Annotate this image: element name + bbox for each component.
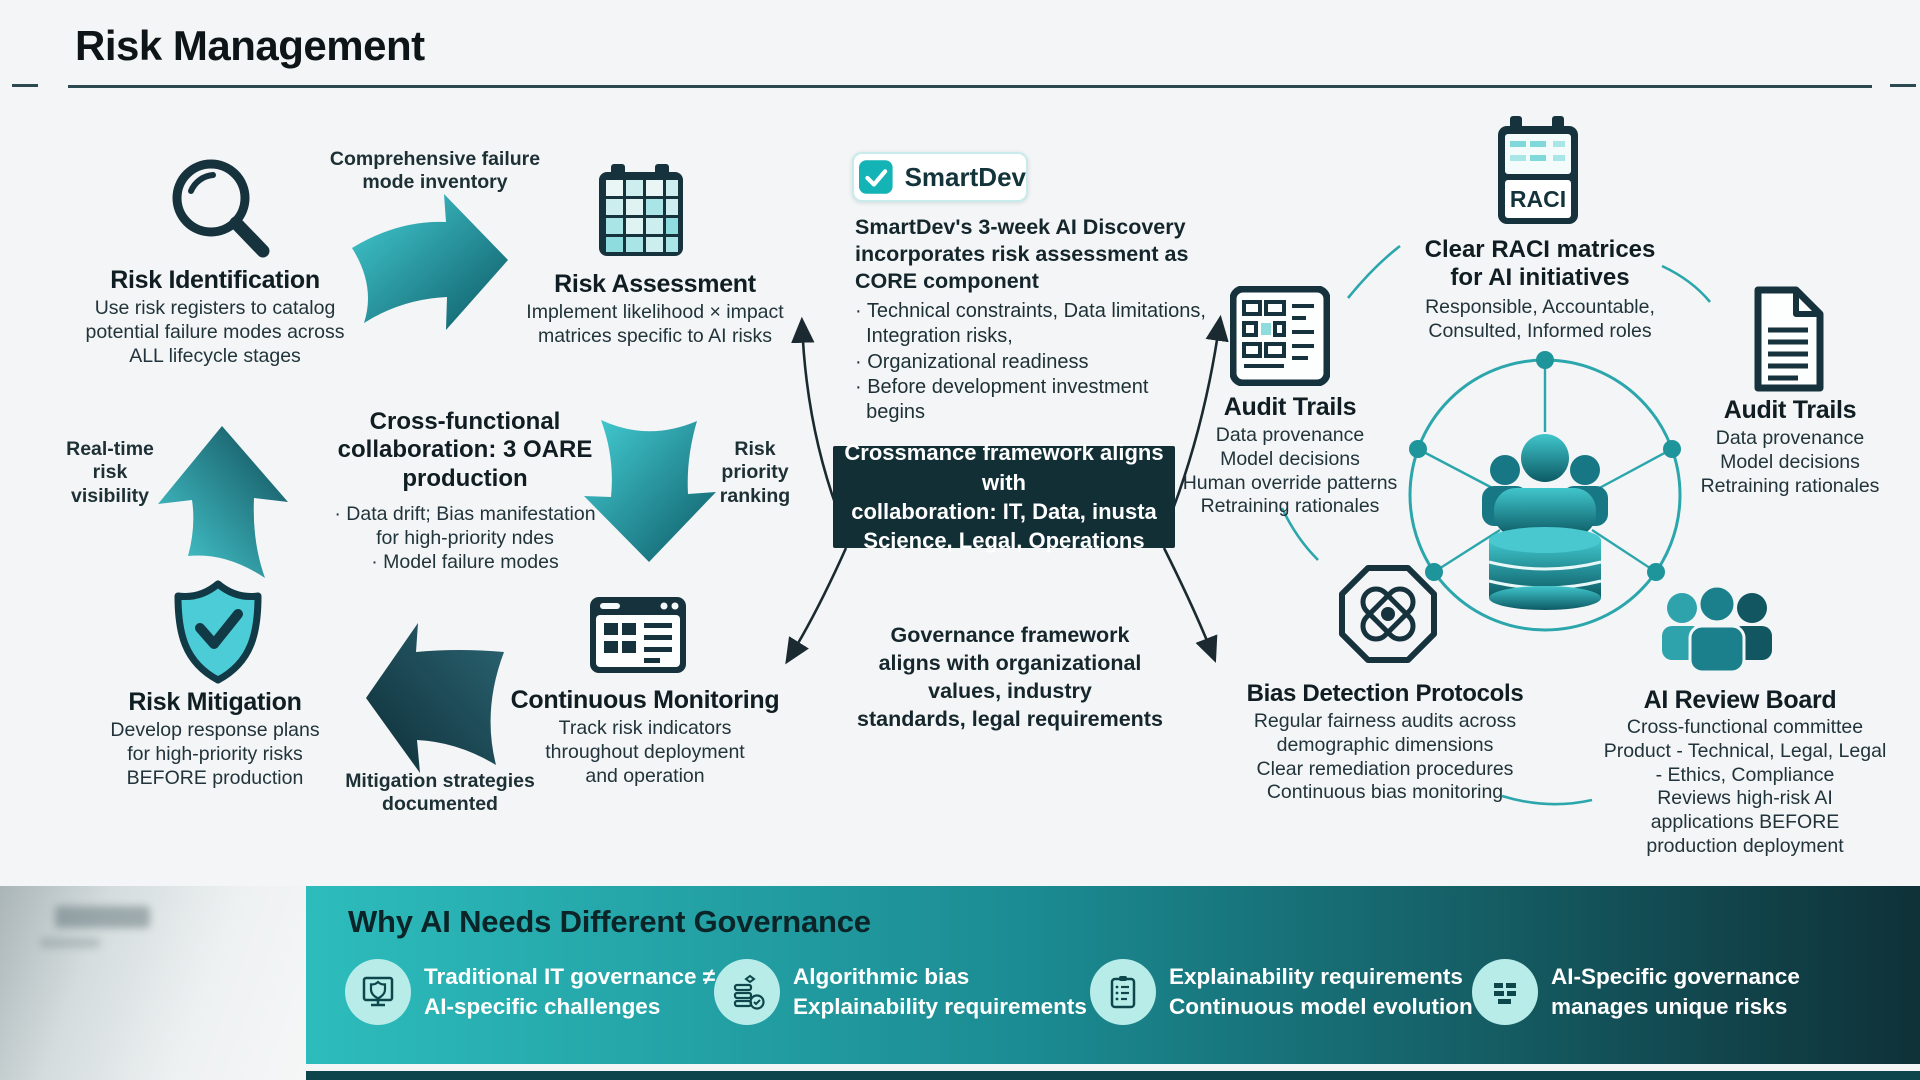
- shield-check-icon: [170, 580, 266, 684]
- risk-identification-title: Risk Identification: [110, 266, 320, 294]
- arrow-monitoring-to-mitigation: [366, 623, 504, 773]
- risk-mitigation-title: Risk Mitigation: [128, 688, 302, 716]
- bias-detection-title: Bias Detection Protocols: [1246, 680, 1524, 707]
- label-mitigation-strategies: Mitigation strategies documented: [345, 770, 535, 816]
- connector-to-bias-detection: [1164, 548, 1214, 658]
- label-comprehensive-failure: Comprehensive failure mode inventory: [329, 148, 541, 194]
- bias-detection-icon: [1336, 562, 1440, 666]
- raci-title: Clear RACI matrices for AI initiatives: [1424, 236, 1656, 292]
- risk-identification-desc: Use risk registers to catalog potential failure modes across ALL lifecycle stages: [85, 297, 345, 367]
- hub-node: [1536, 351, 1554, 369]
- hub-node: [1647, 563, 1665, 581]
- review-board-people-icon: [1652, 580, 1782, 684]
- audit-trails-right-desc: Data provenance Model decisions Retraining rationales: [1700, 427, 1880, 497]
- check-icon: [859, 159, 893, 195]
- banner-item-3-icon-circle: [1090, 959, 1156, 1025]
- arrow-mitigation-to-identification: [158, 426, 288, 578]
- governance-grid-icon: [1485, 972, 1525, 1012]
- arc-raci-to-audit-right: [1662, 266, 1710, 302]
- header-rule: [68, 85, 1872, 88]
- audit-trails-right-title: Audit Trails: [1723, 396, 1857, 424]
- smartdev-note: SmartDev's 3-week AI Discovery incorporates risk assessment as CORE component · Technical constraints, Data limitations, Integration risks, · Organizational readiness · Before development investment begins: [855, 215, 1206, 423]
- audit-trails-left-title: Audit Trails: [1223, 393, 1357, 421]
- banner-item-4-text: AI-Specific governance manages unique risks: [1551, 964, 1800, 1019]
- connector-to-continuous-monitoring: [788, 548, 846, 660]
- banner-left-slab: [0, 886, 306, 1080]
- banner-title: Why AI Needs Different Governance: [348, 904, 871, 939]
- risk-matrix-icon: [597, 164, 687, 260]
- document-icon: [1750, 286, 1826, 392]
- page-title: Risk Management: [75, 22, 425, 69]
- person-database-icon: [1482, 434, 1608, 610]
- banner-item-2-icon-circle: [714, 959, 780, 1025]
- banner-item-4-icon-circle: [1472, 959, 1538, 1025]
- risk-mitigation-desc: Develop response plans for high-priority risks BEFORE production: [110, 719, 320, 789]
- audit-data-grid-icon: [1230, 286, 1330, 386]
- governance-hub: [1409, 351, 1681, 630]
- banner-item-3-text: Explainability requirements Continuous model evolution: [1169, 964, 1473, 1019]
- ai-review-board-desc: Cross-functional committee Product - Technical, Legal, Legal - Ethics, Compliance Reviews high-risk AI applications BEFORE production deployment: [1603, 716, 1887, 857]
- monitoring-dashboard-icon: [588, 595, 688, 675]
- raci-desc: Responsible, Accountable, Consulted, Informed roles: [1425, 296, 1655, 342]
- governance-framework-note: Governance framework aligns with organizational values, industry standards, legal requirements: [857, 623, 1163, 731]
- smartdev-badge: [852, 152, 1028, 202]
- label-risk-priority: Risk priority ranking: [719, 438, 791, 507]
- banner-item-1-text: Traditional IT governance ≠ AI-specific challenges: [424, 964, 716, 1019]
- magnifier-icon: [163, 153, 273, 265]
- header-rule-right-dash: [1890, 84, 1916, 87]
- arrow-identification-to-assessment: [352, 194, 508, 330]
- continuous-monitoring-title: Continuous Monitoring: [510, 686, 780, 714]
- header-rule-left-dash: [12, 84, 38, 87]
- risk-assessment-desc: Implement likelihood × impact matrices specific to AI risks: [526, 301, 784, 347]
- bias-detection-desc: Regular fairness audits across demographic dimensions Clear remediation procedures Continuous bias monitoring: [1253, 710, 1517, 804]
- risk-assessment-title: Risk Assessment: [554, 270, 756, 298]
- raci-badge-text: RACI: [1509, 186, 1567, 212]
- monitor-shield-icon: [358, 972, 398, 1012]
- smartdev-brand-label: SmartDev: [904, 161, 1026, 192]
- bottom-bar: [306, 1071, 1920, 1080]
- banner-item-1-icon-circle: [345, 959, 411, 1025]
- framework-callout-box: Crossmance framework aligns with collaboration: IT, Data, inusta Science, Legal, Operations: [833, 446, 1175, 548]
- blurred-artifact: [55, 906, 150, 928]
- blurred-artifact: [40, 938, 100, 948]
- hub-node: [1663, 440, 1681, 458]
- why-ai-banner: [306, 886, 1920, 1064]
- ai-review-board-title: AI Review Board: [1643, 686, 1837, 714]
- cross-functional-block: Cross-functional collaboration: 3 OARE production · Data drift; Bias manifestation for high-priority ndes · Model failure modes: [334, 408, 596, 573]
- audit-scale-icon: [727, 972, 767, 1012]
- audit-trails-left-desc: Data provenance Model decisions Human override patterns Retraining rationales: [1182, 424, 1398, 518]
- raci-calendar-icon: [1496, 116, 1580, 228]
- label-real-time-visibility: Real-time risk visibility: [66, 438, 154, 507]
- banner-item-2-text: Algorithmic bias Explainability requirements: [793, 964, 1087, 1019]
- arc-audit-to-raci: [1348, 246, 1400, 298]
- continuous-monitoring-desc: Track risk indicators throughout deployment and operation: [545, 717, 745, 787]
- clipboard-icon: [1103, 972, 1143, 1012]
